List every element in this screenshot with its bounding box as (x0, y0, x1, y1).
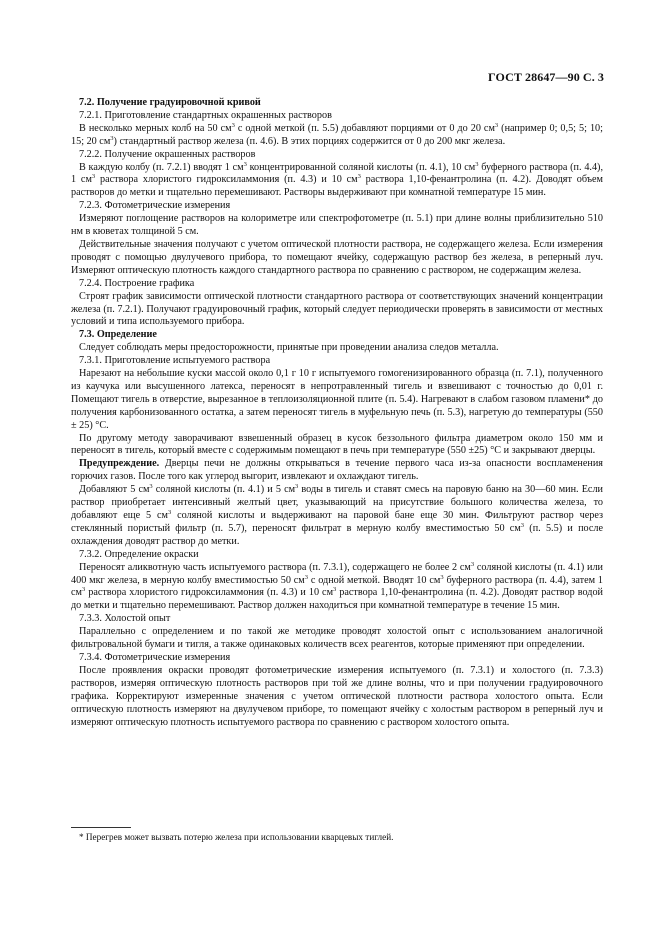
section-7-2-heading: 7.2. Получение градуировочной кривой (79, 97, 261, 108)
section-7-3-3-heading: 7.3.3. Холостой опыт (79, 613, 171, 625)
paragraph-7-2-3: Измеряют поглощение растворов на колориметре или спектрофотометре (п. 5.1) при длине волны приблизительно 510 нм в кюветах толщиной 5 см. (71, 213, 603, 238)
paragraph-7-2-4: Строят график зависимости оптической плотности стандартного раствора от соответствующих значений концентрации железа (п. 7.2.1). Получают градуировочный график, который следует периодически проверять в зависимости от местных условий и типа используемого прибора. (71, 290, 603, 328)
section-7-3-2-heading: 7.3.2. Определение окраски (79, 548, 199, 560)
paragraph-7-3: Следует соблюдать меры предосторожности, принятые при проведении анализа следов металла. (79, 342, 499, 354)
paragraph-7-3-1-c: Добавляют 5 $см^3$ соляной кислоты (п. 4.1) и 5 $см^3$ воды в тигель и ставят смесь на паровую баню на 30—60 мин. Если раствор приобретает интенсивный желтый цвет, указывающий на присутствие большого количества железа, то добавляют еще 5 $см^3$ соляной кислоты и выдерживают на паровой бане еще 30 мин. Фильтруют раствор через стеклянный пористый фильтр (п. 5.7), переносят фильтрат в мерную колбу вместимостью 50 $см^3$ (п. 5.5) и после охлаждения доводят раствор до метки. (71, 483, 603, 547)
document-body (71, 97, 603, 729)
paragraph-7-3-3: Параллельно с определением и по такой же методике проводят холостой опыт с использованием аналогичной фильтровальной бумаги и тигля, а также одинаковых количеств всех реагентов, которые применяют при определении. (71, 626, 603, 651)
paragraph-7-2-2: В каждую колбу (п. 7.2.1) вводят 1 $см^3$ концентрированной соляной кислоты (п. 4.1), 10 $см^3$ буферного раствора (п. 4.4), 1 $см^3$ раствора хлористого гидроксиламмония (п. 4.3) и 10 $см^3$ раствора 1,10-фенантролина (п. 4.2). Доводят объем растворов до метки и тщательно перемешивают. Растворы выдерживают при комнатной температуре 15 мин. (71, 160, 604, 199)
section-7-2-1-heading: 7.2.1. Приготовление стандартных окрашенных растворов (79, 109, 332, 121)
paragraph-7-3-1-a: Нарезают на небольшие куски массой около 0,1 г 10 г испытуемого гомогенизированного образца (п. 7.1), полученного из каучука или высушенного латекса, переносят в непротравленный тигель и взвешивают с точностью до 0,01 г. Помещают тигель в отверстие, вырезанное в теплоизоляционной плите (п. 5.4). Нагревают в слабом газовом пламени* до получения карбонизованного остатка, а затем переносят тигель в муфельную печь (п. 5.3), нагретую до температуры (550 ± 25) °С. (71, 368, 603, 431)
paragraph-7-3-2: Переносят аликвотную часть испытуемого раствора (п. 7.3.1), содержащего не более 2 $см^3$ соляной кислоты (п. 4.1) или 400 мкг железа, в мерную колбу вместимостью 50 $см^3$ с одной меткой. Вводят 10 $см^3$ буферного раствора (п. 4.4), затем 1 $см^3$ раствора хлористого гидроксиламмония (п. 4.3) и 10 $см^3$ раствора 1,10-фенантролина (п. 4.2). Доводят раствор водой до метки и тщательно перемешивают. Раствор должен находиться при комнатной температуре в течение 15 мин. (71, 560, 603, 612)
footnote: * Перегрев может вызвать потерю железа при использовании кварцевых тиглей. (79, 832, 394, 842)
section-7-2-3-heading: 7.2.3. Фотометрические измерения (79, 200, 231, 212)
section-7-3-4-heading: 7.3.4. Фотометрические измерения (79, 651, 231, 663)
section-7-2-4-heading: 7.2.4. Построение графика (79, 277, 195, 289)
section-7-3-1-heading: 7.3.1. Приготовление испытуемого раствора (79, 355, 271, 367)
paragraph-7-2-3-b: Действительные значения получают с учетом оптической плотности раствора, не содержащего железа. Если измерения проводят с помощью двулучевого прибора, то помещают ячейку, содержащую раствор без железа, в реперный луч. Измеряют оптическую плотность каждого стандартного раствора по сравнению с раствором, не содержащим железа. (71, 238, 603, 276)
paragraph-7-3-1-b: По другому методу заворачивают взвешенный образец в кусок беззольного фильтра диаметром около 150 мм и переносят в тигель, который вместе с содержимым помещают в печь при температуре (550 ±25) °С и закрывают дверцы. (71, 432, 603, 457)
warning-label: Предупреждение. (79, 458, 160, 470)
paragraph-7-3-4: После проявления окраски проводят фотометрические измерения испытуемого (п. 7.3.1) и холостого (п. 7.3.3) растворов, измеряя оптическую плотность растворов при той же длине волны, что и при получении градуировочного графика. Корректируют измеренные значения с учетом оптической плотности раствора холостого опыта. Если оптическую плотность измеряют на двулучевом приборе, то помещают ячейку с холостым раствором в реперный луч и измеряют оптическую плотность испытуемого раствора по сравнению с раствором холостого опыта. (71, 664, 603, 728)
section-7-2-2-heading: 7.2.2. Получение окрашенных растворов (79, 148, 256, 160)
paragraph-7-2-1: В несколько мерных колб на 50 $см^3$ с одной меткой (п. 5.5) добавляют порциями от 0 до 20 $см^3$ (например 0; 0,5; 5; 10; 15; 20 $см^3$) стандартный раствор железа (п. 4.6). В этих порциях содержится от 0 до 200 мкг железа. (71, 121, 603, 147)
footnote-divider (71, 827, 131, 828)
section-7-3-heading: 7.3. Определение (79, 329, 157, 341)
page-header: ГОСТ 28647—90 С. 3 (488, 70, 604, 84)
warning-paragraph: Предупреждение. Дверцы печи не должны открываться в течение первого часа из-за опасности воспламенения горючих газов. После того как углерод выгорит, извлекают и охлаждают тигель. (71, 458, 603, 483)
